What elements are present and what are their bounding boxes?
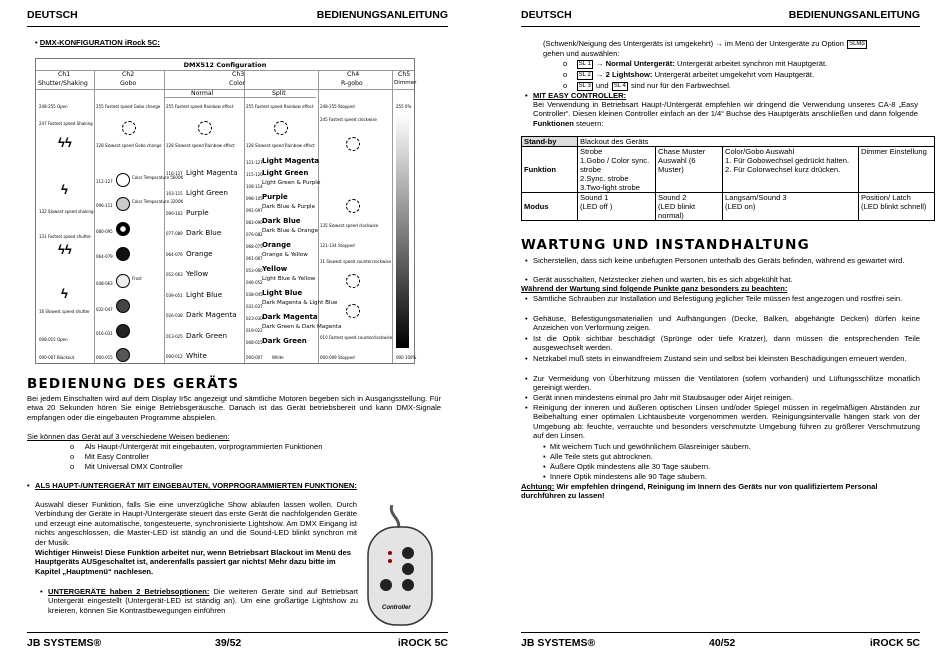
warning-note: Achtung: Wir empfehlen dringend, Reinigung im Innern des Geräts nur von qualifiziertem Personal durchführen zu lassen! (521, 482, 878, 501)
ch3-split-row: 053-060 (246, 268, 263, 273)
gobo-note: Color Temperature 3200K (132, 199, 184, 204)
split-color-label: Orange (262, 241, 291, 249)
warning-note: Wichtiger Hinweis! Diese Funktion arbeitet nur, wenn Betriebsart Blackout im Menü des Hauptgeräts AUSgeschaltet ist, anderenfalls passiert gar nichts! Mehr dazu bitte im Kapitel „Hauptmenü“ nachlesen. (35, 548, 351, 576)
sub-list-item: ▪ Mit weichem Tuch und gewöhnlichem Glasreiniger säubern. (543, 442, 751, 451)
ch4-name: R-gobo (341, 80, 363, 87)
list-item: o Als Haupt-/Untergerät mit eingebauten, vorprogrammierten Funktionen (70, 442, 323, 451)
list-item: • Gerät ausschalten, Netzstecker ziehen und warten, bis es sich abgekühlt hat. (525, 275, 793, 284)
gobo-note: Frost (132, 276, 142, 281)
footer-model: iROCK 5C (397, 637, 448, 649)
ch4-row: 11 Slowest speed counterclockwise (320, 259, 391, 264)
list-item: • Ist die Optik sichtbar beschädigt (Sprünge oder tiefe Kratzer), dann müssen die entsprechenden Teile ausgewechselt werden. (525, 334, 920, 353)
dimmer-gradient (396, 114, 409, 348)
dmx-table-title: DMX512 Configuration (183, 61, 267, 69)
rotation-cw-icon (346, 137, 360, 151)
ch3-split-row: 255 Fastest speed Rainbow effect (246, 104, 314, 109)
table-cell: Sound 1 (LED off ) (578, 193, 656, 221)
subheading: ALS HAUPT-/UNTERGERÄT MIT EINGEBAUTEN, VORPROGRAMMIERTEN FUNKTIONEN: (35, 481, 357, 490)
ch4-row: 121-134 Stopped (320, 243, 355, 248)
rotation-icon (274, 121, 288, 135)
ch3-normal-row: 077-089 (166, 231, 183, 236)
rotation-ccw-icon (346, 274, 360, 288)
list-item: o Mit Easy Controller (70, 452, 149, 461)
list-item: • Reinigung der inneren und äußeren optischen Linsen und/oder Spiegel müssen in regelmäßigen Abständen zur Beibehaltung einer optimalen Lichtausbeute vorgenommen werden. Reinigungsintervalle hängen stark von der Umgebung ab: feuchte, verrauchte und besonders verschmutzte Umgebung führen zu größerer Verschmutzung auf den Linsen. (525, 403, 920, 441)
list-item: o SL 1 → Normal Untergerät: Untergerät arbeitet synchron mit Hauptgerät. (563, 59, 828, 68)
table-cell: Color/Gobo Auswahl 1. Für Gobowechsel gedrückt halten. 2. Für Colorwechsel kurz drücken. (723, 147, 859, 193)
ch4-row: 010 Fastest speed counterclockwise (320, 335, 393, 340)
gobo-note: Color Temperature 5600K (132, 175, 184, 180)
footer-brand: JB SYSTEMS® (521, 637, 596, 649)
ch4-row: 000-009 Stopped (320, 355, 355, 360)
ch5-header: Ch5 (398, 71, 411, 78)
table-cell: Position/ Latch (LED blinkt schnell) (859, 193, 935, 221)
header-language: DEUTSCH (521, 9, 572, 21)
strobe-fast-icon: ϟϟ (58, 242, 72, 257)
color-label: Yellow (186, 269, 209, 278)
rotation-ccw-icon (346, 304, 360, 318)
ch3-normal-row: 255 Fastest speed Rainbow effect (166, 104, 234, 109)
page-footer (27, 632, 448, 650)
page-header (521, 9, 920, 27)
page-number: 40/52 (709, 637, 736, 649)
paragraph: UNTERGERÄTE haben 2 Betriebsoptionen: Die weiteren Geräte sind auf Betriebsart Untergerät eingestellt (Untergerät-LED ist ständig an). Um eine großartige Lightshow zu kreieren, können Sie Kontrastbewegungen einführen (48, 587, 358, 615)
gobo-icon (116, 324, 130, 338)
split-color-label: Light Green (262, 169, 309, 177)
ch3-split-row: 068-075 (246, 244, 263, 249)
table-cell: Modus (522, 193, 578, 221)
paragraph: Bei Verwendung in Betriebsart Haupt-/Untergerät empfehlen wir dringend die Verwendung unseres CA-8 „Easy Controller“. Diesen kleinen Controller einfach an der 1/4“ Buchse des Hauptgeräts anschließen und dann folgende Funktionen steuern: (533, 100, 918, 128)
ch2-row: 080-095 (96, 229, 113, 234)
table-cell: Blackout des Geräts (578, 137, 935, 147)
gobo-icon (116, 274, 130, 288)
split-color-label: Dark Blue (262, 217, 301, 225)
ch5-row: 255 0% (396, 104, 412, 109)
list-item: o SL 2 → 2 Lightshow: Untergerät arbeitet umgekehrt vom Hauptgerät. (563, 70, 815, 79)
split-color-label: Light Green & Purple (262, 180, 321, 186)
ch3-split-row: 046-052 (246, 280, 263, 285)
page-left: DEUTSCH BEDIENUNGSANLEITUNG • DMX-KONFIGURATION iRock 5C: DMX512 Configuration Ch1 Ch2 Ch3 Ch4 Ch5 Shutter/Shaking Gobo Color R-gobo Dimmer Normal Split 248-255 Open 247 Fastest speed Shaking ϟϟ ϟ 132 Slowest speed shaking 131 Fastest speed shutter ϟϟ ϟ 16 Slowest speed shutter 008-015 Open 000-007 Blackout 255 Fastest speed Gobo change 128 Slowest speed Gobo change 112-127 Color Temperature 5600K 096-111 Color Temperature 3200K 080-095 064-079 048-063 Frost 032-047 016-031 000-015 255 Fastest speed Rainbow effect 128 Slowest speed Rainbow effect 116-127 Light Magenta 103-115 Light Green 090-102 Purple 077-089 Dark Blue 064-076 Orange 052-063 Yellow 039-051 Light Blue 026-038 Dark Magenta 013-025 Dark Green 000-012 White 255 Fastest speed Rainbow effect 128 Slowest speed Rainbow effect 121-127 Light Magenta 115-120 Light Green 108-114 Light Green & Purple 098-105 Purple 091-097 Dark Blue & Purple 083-090 Dark Blue 076-082 Dark Blue & Orange 068-075 Orange 061-067 Orange & Yellow 053-060 Yellow 046-052 Light Blue & Yellow 038-045 Light Blue 031-037 Dark Magenta & Light Blue 023-030 Dark Magenta 019-022 Dark Green & Dark Magenta 008-015 Dark Green 000-007 White 248-255 Stopped 245 Fastest speed clockwise 135 Slowest speed clockwise 121-134 Stopped 11 Slowest speed counterclockwise 010 Fastest speed counterclockwise 000-009 Stopped 255 0% 000 100% BEDIENUNG DES GERÄTS Bei jedem Einschalten wird auf dem Display Ir5c angezeigt und sämtliche Motoren begeben sich in Ausgangsstellung. Für etwa 20 Sekunden hören Sie einige Betriebsgeräusche. Danach ist das Gerät betriebsbereit und kann DMX-Signale empfangen oder die eingebauten Programme abspielen. Sie können das Gerät auf 3 verschiedene Weisen bedienen: o Als Haupt-/Untergerät mit eingebauten, vorprogrammierten Funktionen o Mit Easy Controller o Mit Universal DMX Controller • ALS HAUPT-/UNTERGERÄT MIT EINGEBAUTEN, VORPROGRAMMIERTEN FUNKTIONEN: Auswahl dieser Funktion, falls Sie eine unverzügliche Show ablaufen lassen wollen. Durch Verbindung der Geräte in Haupt-/Untergeräte steuert das erste Gerät die nachfolgenden Geräte und erzeugt eine automatische, tongesteuerte, synchronisierte Lightshow. Am DMX Eingang ist nichts angeschlossen, die Master-LED ist ständig an und die Sound-LED blinkt synchron mit der Musik. Wichtiger Hinweis! Diese Funktion arbeitet nur, wenn Betriebsart Blackout im Menü des Hauptgeräts AUSgeschaltet ist, anderenfalls passiert gar nichts! Mehr dazu bitte im Kapitel „Hauptmenü“ nachlesen. • UNTERGERÄTE haben 2 Betriebsoptionen: Die weiteren Geräte sind auf Betriebsart Untergerät eingestellt (Untergerät-LED ist ständig an). Um eine großartige Lightshow zu kreieren, können Sie Kontrastbewegungen einführen Controller JB SYSTEMS® 39/52 iROCK 5C (27, 9, 448, 649)
paragraph: Bei jedem Einschalten wird auf dem Display Ir5c angezeigt und sämtliche Motoren begeben sich in Ausgangsstellung. Für etwa 20 Sekunden hören Sie einige Betriebsgeräusche. Danach ist das Gerät betriebsbereit und kann DMX-Signale empfangen oder die eingebauten Programme abspielen. (27, 394, 441, 422)
ch2-row: 000-015 (96, 355, 113, 360)
paragraph: gehen und auswählen: (543, 49, 620, 58)
page-number: 39/52 (215, 637, 242, 649)
subheading: Während der Wartung sind folgende Punkte ganz besonders zu beachten: (521, 284, 788, 293)
color-label: Orange (186, 249, 213, 258)
ch1-row: 000-007 Blackout (39, 355, 75, 360)
split-color-label: Dark Blue & Orange (262, 228, 319, 234)
ch4-row: 248-255 Stopped (320, 104, 355, 109)
color-label: Light Green (186, 188, 228, 197)
header-language: DEUTSCH (27, 9, 78, 21)
list-item: • Gerät innen mindestens einmal pro Jahr mit Staubsauger oder Airjet reinigen. (525, 393, 794, 402)
split-color-label: Yellow (262, 265, 288, 273)
gobo-icon (116, 197, 130, 211)
ch4-row: 135 Slowest speed clockwise (320, 223, 379, 228)
ch1-row: 16 Slowest speed shutter (39, 309, 90, 314)
color-label: White (186, 351, 207, 360)
ch3-split-row: 031-037 (246, 304, 263, 309)
ch5-name: Dimmer (394, 80, 417, 86)
ch3-split-row: 091-097 (246, 208, 263, 213)
split-color-label: White (272, 355, 284, 360)
ch4-header: Ch4 (347, 71, 360, 78)
ch1-row: 132 Slowest speed shaking (39, 209, 94, 214)
list-item: • Sämtliche Schrauben zur Installation und Befestigung jeglicher Teile müssen fest angezogen und rostfrei sein. (525, 294, 903, 303)
controller-label: Controller (382, 605, 411, 611)
ch3-split-row: 108-114 (246, 184, 263, 189)
split-color-label: Light Blue (262, 289, 303, 297)
color-label: Purple (186, 208, 209, 217)
sub-list-item: ▪ Innere Optik mindestens alle 90 Tage säubern. (543, 472, 707, 481)
footer-model: iROCK 5C (869, 637, 920, 649)
split-color-label: Dark Magenta & Light Blue (262, 300, 338, 306)
easy-controller-image (358, 505, 440, 627)
list-item: o Mit Universal DMX Controller (70, 462, 183, 471)
ch3-header: Ch3 (232, 71, 245, 78)
ch1-row: 248-255 Open (39, 104, 68, 109)
ch3-split-header: Split (272, 90, 286, 97)
color-label: Dark Magenta (186, 310, 237, 319)
sub-list-item: ▪ Äußere Optik mindestens alle 30 Tage säubern. (543, 462, 711, 471)
ch1-row: 247 Fastest speed Shaking (39, 121, 93, 126)
section-heading: WARTUNG UND INSTANDHALTUNG (521, 237, 810, 253)
table-cell: Stand-by (522, 137, 578, 147)
ch2-row: 032-047 (96, 307, 113, 312)
table-cell: Chase Muster Auswahl (6 Muster) (656, 147, 723, 193)
section-heading: BEDIENUNG DES GERÄTS (27, 376, 240, 392)
ch1-row: 008-015 Open (39, 337, 68, 342)
table-cell: Strobe 1.Gobo / Color sync. strobe 2.Sync. strobe 3.Two-light strobe (578, 147, 656, 193)
table-cell: Langsam/Sound 3 (LED on) (723, 193, 859, 221)
split-color-label: Dark Green (262, 337, 307, 345)
split-color-label: Orange & Yellow (262, 252, 308, 258)
gobo-icon (116, 348, 130, 362)
color-label: Light Blue (186, 290, 223, 299)
page-header (27, 9, 448, 27)
ch3-normal-row: 000-012 (166, 354, 183, 359)
ch3-split-row: 115-120 (246, 172, 263, 177)
ch3-normal-row: 064-076 (166, 252, 183, 257)
strobe-icon: ϟ (61, 182, 68, 197)
ch3-split-row: 076-082 (246, 232, 263, 237)
ch3-normal-row: 039-051 (166, 293, 183, 298)
gobo-icon (116, 173, 130, 187)
ch2-row: 255 Fastest speed Gobo change (96, 104, 161, 109)
ch2-header: Ch2 (122, 71, 135, 78)
ch3-split-row: 019-022 (246, 328, 263, 333)
footer-brand: JB SYSTEMS® (27, 637, 102, 649)
ch3-split-row: 128 Slowest speed Rainbow effect (246, 143, 315, 148)
sub-list-item: ▪ Alle Teile stets gut abtrocknen. (543, 452, 653, 461)
ch3-normal-row: 013-025 (166, 334, 183, 339)
list-item: • Zur Vermeidung von Überhitzung müssen die Ventilatoren (sofern vorhanden) und Lüftungsschlitze monatlich gereinigt werden. (525, 374, 920, 393)
ch3-split-row: 061-067 (246, 256, 263, 261)
gobo-icon (116, 222, 130, 236)
table-cell: Funktion (522, 147, 578, 193)
ch3-split-row: 121-127 (246, 160, 263, 165)
ch2-row: 048-063 (96, 281, 113, 286)
ch3-normal-header: Normal (191, 90, 214, 97)
gobo-icon (116, 299, 130, 313)
gobo-icon (116, 247, 130, 261)
split-color-label: Dark Magenta (262, 313, 318, 321)
split-color-label: Purple (262, 193, 288, 201)
ch3-normal-row: 052-063 (166, 272, 183, 277)
split-color-label: Dark Blue & Purple (262, 204, 316, 210)
ch2-row: 064-079 (96, 254, 113, 259)
ch2-row: 128 Slowest speed Gobo change (96, 143, 162, 148)
paragraph: (Schwenk/Neigung des Untergeräts ist umgekehrt) → im Menü der Untergeräte zu Option SLMd (543, 39, 865, 48)
list-item: • Gehäuse, Befestigungsmaterialien und Aufhängungen (Decke, Balken, abgehängte Decken) dürfen keine Anzeichen von Verformung zeigen. (525, 314, 920, 333)
controller-functions-table (521, 136, 935, 221)
paragraph: Auswahl dieser Funktion, falls Sie eine unverzügliche Show ablaufen lassen wollen. Durch Verbindung der Geräte in Haupt-/Untergeräte steuert das erste Gerät die nachfolgenden Geräte und erzeugt eine automatische, tongesteuerte, synchronisierte Lightshow. Am DMX Eingang ist nichts angeschlossen, die Master-LED ist ständig an und die Sound-LED blinkt synchron mit der Musik. (35, 500, 357, 547)
ch3-normal-row: 026-038 (166, 313, 183, 318)
list-item: o SL 3 und SL 4 sind nur für den Farbwechsel. (563, 81, 732, 90)
ch2-name: Gobo (120, 80, 137, 87)
color-label: Dark Blue (186, 228, 222, 237)
list-item: • Netzkabel muß stets in einwandfreiem Zustand sein und selbst bei kleinsten Beschädigungen erneuert werden. (525, 354, 907, 363)
display-code: SLMd (849, 40, 865, 47)
split-color-label: Light Magenta (262, 157, 320, 165)
ch2-row: 016-031 (96, 331, 113, 336)
ch1-header: Ch1 (58, 71, 71, 78)
ch3-normal-row: 090-102 (166, 211, 183, 216)
split-color-label: Light Blue & Yellow (262, 276, 316, 282)
page-right: DEUTSCH BEDIENUNGSANLEITUNG (Schwenk/Neigung des Untergeräts ist umgekehrt) → im Menü der Untergeräte zu Option SLMd gehen und auswählen: o SL 1 → Normal Untergerät: Untergerät arbeitet synchron mit Hauptgerät. o SL 2 → 2 Lightshow: Untergerät arbeitet umgekehrt vom Hauptgerät. o SL 3 und SL 4 sind nur für den Farbwechsel. • MIT EASY CONTROLLER: Bei Verwendung in Betriebsart Haupt-/Untergerät empfehlen wir dringend die Verwendung unseres CA-8 „Easy Controller“. Diesen kleinen Controller einfach an der 1/4“ Buchse des Hauptgeräts anschließen und dann folgende Funktionen steuern: Stand-by Blackout des Geräts Funktion Strobe 1.Gobo / Color sync. strobe 2.Sync. strobe 3.Two-light strobe Chase Muster Auswahl (6 Muster) Color/Gobo Auswahl 1. Für Gobowechsel gedrückt halten. 2. Für Colorwechsel kurz drücken. Dimmer Einstellung Modus Sound 1 (LED off ) Sound 2 (LED blinkt normal) Langsam/Sound 3 (LED on) Position/ Latch (LED blinkt schnell) WARTUNG UND INSTANDHALTUNG • Sicherstellen, dass sich keine unbefugten Personen unterhalb des Geräts befinden, während es gewartet wird. • Gerät ausschalten, Netzstecker ziehen und warten, bis es sich abgekühlt hat. Während der Wartung sind folgende Punkte ganz besonders zu beachten: • Sämtliche Schrauben zur Installation und Befestigung jeglicher Teile müssen fest angezogen und rostfrei sein. • Gehäuse, Befestigungsmaterialien und Aufhängungen (Decke, Balken, abgehängte Decken) dürfen keine Anzeichen von Verformung zeigen. • Ist die Optik sichtbar beschädigt (Sprünge oder tiefe Kratzer), dann müssen die entsprechenden Teile ausgewechselt werden. • Netzkabel muß stets in einwandfreiem Zustand sein und selbst bei kleinsten Beschädigungen erneuert werden. • Zur Vermeidung von Überhitzung müssen die Ventilatoren (sofern vorhanden) und Lüftungsschlitze monatlich gereinigt werden. • Gerät innen mindestens einmal pro Jahr mit Staubsauger oder Airjet reinigen. • Reinigung der inneren und äußeren optischen Linsen und/oder Spiegel müssen in regelmäßigen Abständen zur Beibehaltung einer optimalen Lichtausbeute vorgenommen werden. Reinigungsintervalle hängen stark von der Umgebung ab: feuchte, verrauchte und besonders verschmutzte Umgebung führen zu größerer Verschmutzung auf den Linsen. ▪ Mit weichem Tuch und gewöhnlichem Glasreiniger säubern. ▪ Alle Teile stets gut abtrocknen. ▪ Äußere Optik mindestens alle 30 Tage säubern. ▪ Innere Optik mindestens alle 90 Tage säubern. Achtung: Wir empfehlen dringend, Reinigung im Innern des Geräts nur von qualifiziertem Personal durchführen zu lassen! JB SYSTEMS® 40/52 iROCK 5C (475, 0, 950, 659)
header-title: BEDIENUNGSANLEITUNG (788, 9, 920, 21)
ch4-row: 245 Fastest speed clockwise (320, 117, 377, 122)
table-cell: Dimmer Einstellung (859, 147, 935, 193)
ch3-split-row: 023-030 (246, 316, 263, 321)
split-color-label: Dark Green & Dark Magenta (262, 324, 342, 330)
rotation-cw-icon (346, 199, 360, 213)
color-label: Light Magenta (186, 168, 238, 177)
ch3-split-row: 098-105 (246, 196, 263, 201)
ch1-row: 131 Fastest speed shutter (39, 234, 92, 239)
header-title: BEDIENUNGSANLEITUNG (316, 9, 448, 21)
ch3-split-row: 038-045 (246, 292, 263, 297)
shaking-icon: ϟϟ (58, 135, 72, 150)
ch3-normal-row: 103-115 (166, 191, 183, 196)
ch3-normal-row: 128 Slowest speed Rainbow effect (166, 143, 235, 148)
rotation-icon (122, 121, 136, 135)
list-item: • Sicherstellen, dass sich keine unbefugten Personen unterhalb des Geräts befinden, während es gewartet wird. (525, 256, 905, 265)
dmx-config-table (35, 58, 415, 364)
dmx-config-heading: • DMX-KONFIGURATION iRock 5C: (35, 38, 160, 47)
strobe-slow-icon: ϟ (61, 286, 68, 301)
paragraph: Sie können das Gerät auf 3 verschiedene Weisen bedienen: (27, 432, 230, 441)
subheading: MIT EASY CONTROLLER: (533, 91, 627, 100)
ch2-row: 112-127 (96, 179, 113, 184)
table-cell: Sound 2 (LED blinkt normal) (656, 193, 723, 221)
ch3-split-row: 083-090 (246, 220, 263, 225)
ch2-row: 096-111 (96, 203, 113, 208)
color-label: Dark Green (186, 331, 228, 340)
rotation-icon (198, 121, 212, 135)
ch3-split-row: 000-007 (246, 355, 263, 360)
ch1-name: Shutter/Shaking (38, 80, 88, 87)
ch5-row: 000 100% (396, 355, 417, 360)
ch3-normal-row: 116-127 (166, 171, 183, 176)
ch3-split-row: 008-015 (246, 340, 263, 345)
ch3-name: Color (229, 80, 246, 87)
page-footer (521, 632, 920, 650)
